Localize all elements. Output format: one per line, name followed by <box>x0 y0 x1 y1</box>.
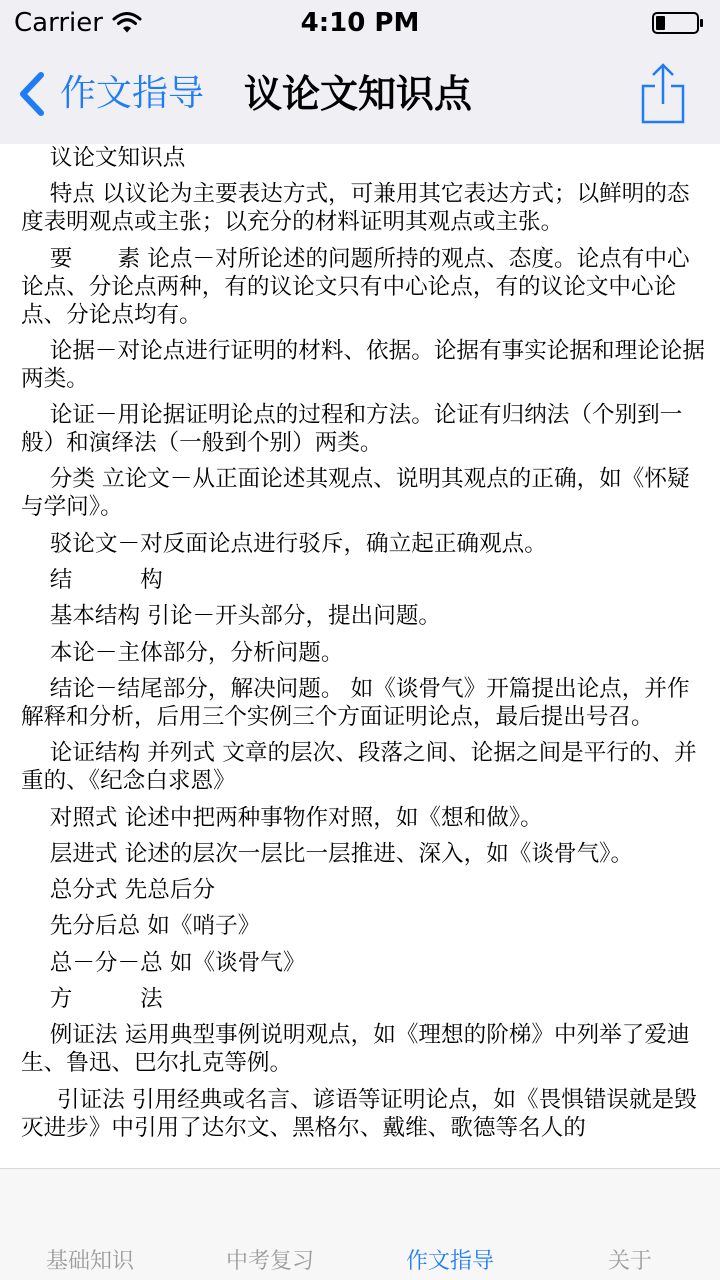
article-paragraph: 论证－用论据证明论点的过程和方法。论证有归纳法（个别到一般）和演绎法（一般到个别）两类。 <box>21 402 683 457</box>
navigation-bar <box>0 44 720 144</box>
tab-basic-knowledge[interactable]: 基础知识 <box>45 1249 134 1274</box>
article-paragraph: 结 构 <box>21 567 163 594</box>
tab-about[interactable]: 关于 <box>607 1249 652 1274</box>
article-paragraph: 分类 立论文－从正面论述其观点、说明其观点的正确，如《怀疑与学问》。 <box>21 466 690 521</box>
article-paragraph: 方 法 <box>21 986 163 1013</box>
battery-icon <box>652 12 704 34</box>
article-paragraph: 议论文知识点 <box>21 145 186 171</box>
article-paragraph: 驳论文－对反面论点进行驳斥，确立起正确观点。 <box>21 530 547 557</box>
article-paragraph: 先分后总 如《哨子》 <box>21 913 261 940</box>
article-paragraph: 例证法 运用典型事例说明观点，如《理想的阶梯》中列举了爱迪生、鲁迅、巴尔扎克等例。 <box>21 1022 690 1077</box>
article-paragraph: 总分式 先总后分 <box>21 877 216 904</box>
share-icon[interactable] <box>638 62 688 126</box>
back-button-label: 作文指导 <box>60 73 205 114</box>
article-paragraph: 结论－结尾部分，解决问题。 如《谈骨气》开篇提出论点，并作解释和分析，后用三个实例三个方面证明论点，最后提出号召。 <box>21 675 690 730</box>
article-content[interactable] <box>0 144 720 1168</box>
chevron-left-icon <box>16 71 46 117</box>
tab-writing-guide[interactable]: 作文指导 <box>405 1249 494 1274</box>
article-paragraph: 论据－对论点进行证明的材料、依据。论据有事实论据和理论论据两类。 <box>21 337 705 392</box>
carrier-label: Carrier <box>14 8 103 38</box>
article-paragraph: 引证法 引用经典或名言、谚语等证明论点，如《畏惧错误就是毁灭进步》中引用了达尔文、黑格尔、戴维、歌德等名人的 <box>21 1086 697 1141</box>
article-paragraph: 特点 以议论为主要表达方式，可兼用其它表达方式；以鲜明的态度表明观点或主张；以充分的材料证明其观点或主张。 <box>21 181 690 236</box>
back-button[interactable] <box>16 68 204 120</box>
article-text <box>21 144 711 1150</box>
tab-exam-review[interactable]: 中考复习 <box>225 1249 314 1274</box>
article-paragraph: 对照式 论述中把两种事物作对照，如《想和做》。 <box>21 804 543 831</box>
page-title: 议论文知识点 <box>244 72 473 116</box>
article-paragraph: 要 素 论点－对所论述的问题所持的观点、态度。论点有中心论点、分论点两种，有的议论文只有中心论点，有的议论文中心论点、分论点均有。 <box>21 245 690 328</box>
status-bar <box>0 0 720 44</box>
article-paragraph: 本论－主体部分，分析问题。 <box>21 639 344 666</box>
article-paragraph: 总－分－总 如《谈骨气》 <box>21 949 306 976</box>
article-paragraph: 论证结构 并列式 文章的层次、段落之间、论据之间是平行的、并重的、《纪念白求恩》 <box>21 740 697 795</box>
status-time: 4:10 PM <box>300 8 420 38</box>
article-paragraph: 基本结构 引论－开头部分，提出问题。 <box>21 603 442 630</box>
article-paragraph: 层进式 论述的层次一层比一层推进、深入，如《谈骨气》。 <box>21 840 634 867</box>
tab-bar <box>0 1168 720 1280</box>
